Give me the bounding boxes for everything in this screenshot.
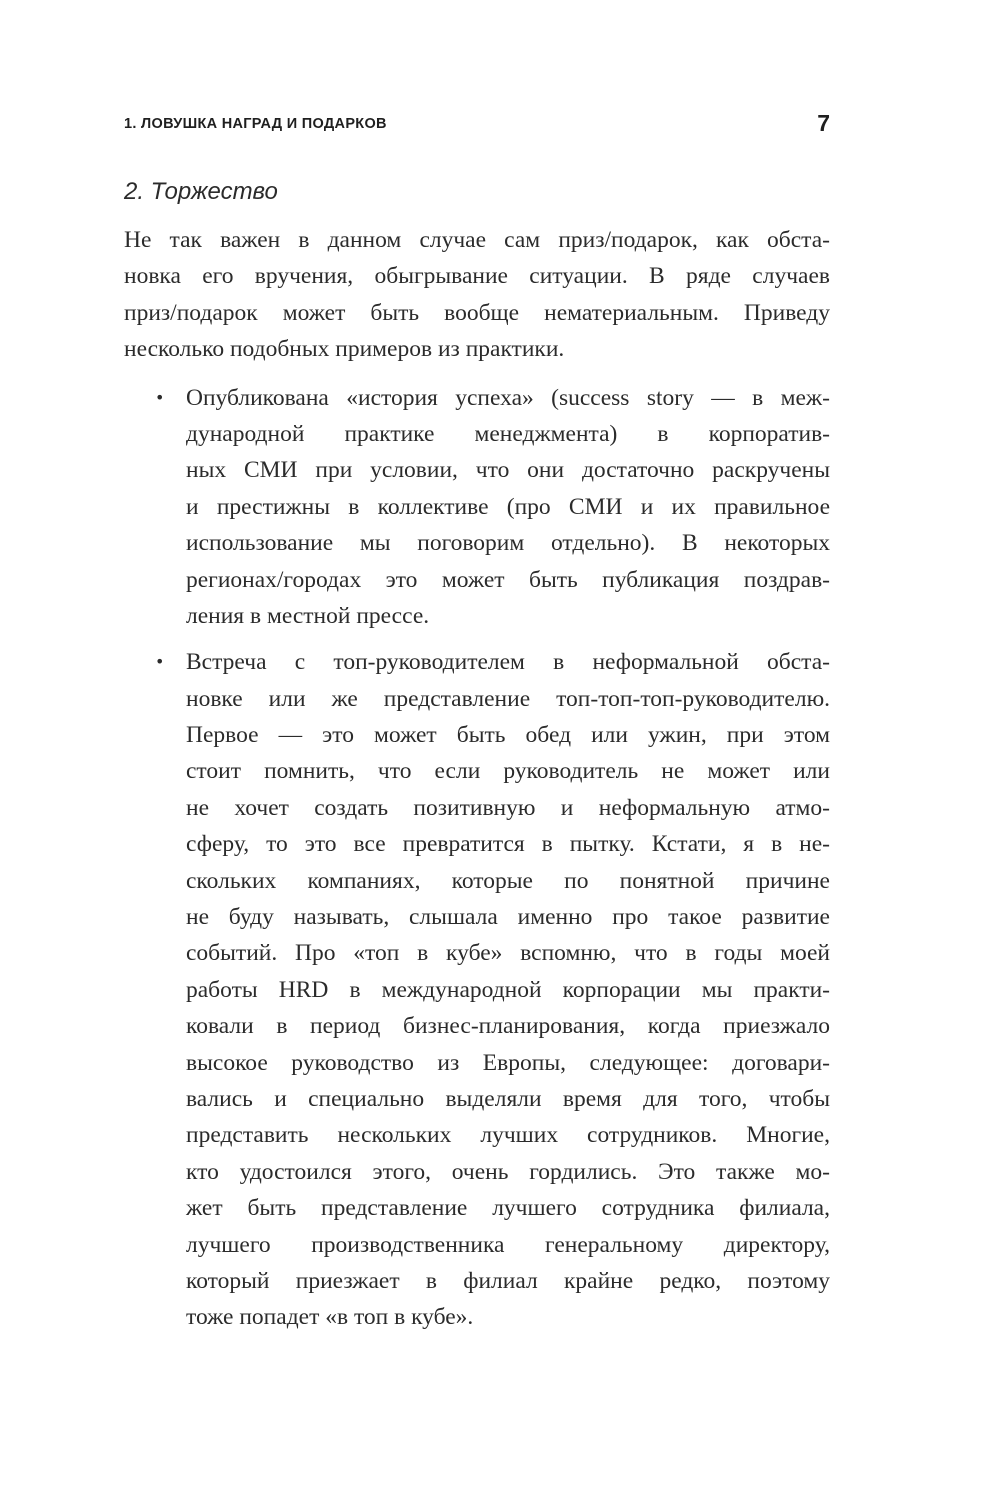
- bullet-line: вались и специально выделяли время для того, чтобы: [186, 1085, 830, 1112]
- bullet-line: и престижны в коллективе (про СМИ и их правильное: [186, 493, 830, 520]
- bullet-line: ковали в период бизнес-планирования, когда приезжало: [186, 1013, 830, 1040]
- bullet-line: не хочет создать позитивную и неформальную атмо-: [186, 794, 830, 821]
- bullet-text: [186, 644, 830, 1335]
- running-header: [124, 110, 830, 140]
- intro-line: новка его вручения, обыгрывание ситуации. В ряде случаев: [124, 263, 830, 290]
- bullet-line: представить нескольких лучших сотрудников. Многие,: [186, 1122, 830, 1149]
- bullet-line: высокое руководство из Европы, следующее: договари-: [186, 1049, 830, 1076]
- bullet-line: скольких компаниях, которые по понятной причине: [186, 867, 830, 894]
- bullet-line: новке или же представление топ-топ-топ-руководителю.: [186, 685, 830, 712]
- section-heading: 2. Торжество: [124, 178, 278, 205]
- bullet-line: который приезжает в филиал крайне редко, поэтому: [186, 1267, 830, 1294]
- chapter-title: 1. ЛОВУШКА НАГРАД И ПОДАРКОВ: [124, 116, 387, 132]
- bullet-item: [124, 644, 830, 1335]
- bullet-dot-icon: •: [155, 652, 165, 672]
- bullet-line: Первое — это может быть обед или ужин, при этом: [186, 722, 830, 749]
- intro-line: приз/подарок может быть вообще нематериальным. Приведу: [124, 299, 830, 326]
- bullet-line: событий. Про «топ в кубе» вспомню, что в годы моей: [186, 940, 830, 967]
- body-text: [124, 222, 830, 1336]
- bullet-line: стоит помнить, что если руководитель не может или: [186, 758, 830, 785]
- bullet-line: сферу, то это все превратится в пытку. Кстати, я в не-: [186, 831, 830, 858]
- bullet-line: тоже попадет «в топ в кубе».: [186, 1304, 474, 1331]
- bullet-text: [186, 380, 830, 635]
- bullet-line: не буду называть, слышала именно про такое развитие: [186, 904, 830, 931]
- bullet-line: ных СМИ при условии, что они достаточно раскручены: [186, 457, 830, 484]
- intro-line: несколько подобных примеров из практики.: [124, 336, 565, 363]
- page-number: 7: [817, 110, 830, 136]
- bullet-line: жет быть представление лучшего сотрудника филиала,: [186, 1195, 830, 1222]
- intro-line: Не так важен в данном случае сам приз/подарок, как обста-: [124, 227, 830, 253]
- bullet-dot-icon: •: [155, 387, 165, 407]
- bullet-line: Встреча с топ-руководителем в неформальной обста-: [186, 649, 830, 676]
- bullet-line: лучшего производственника генеральному директору,: [186, 1231, 830, 1258]
- bullet-line: дународной практике менеджмента) в корпоратив-: [186, 420, 830, 447]
- bullet-line: использование мы поговорим отдельно). В некоторых: [186, 530, 830, 557]
- bullet-line: регионах/городах это может быть публикация поздрав-: [186, 566, 830, 593]
- intro-paragraph: [124, 222, 830, 368]
- bullet-line: кто удостоился этого, очень гордились. Это также мо-: [186, 1158, 830, 1185]
- bullet-line: работы HRD в международной корпорации мы практи-: [186, 976, 830, 1003]
- bullet-line: Опубликована «история успеха» (success story — в меж-: [186, 384, 830, 411]
- bullet-list: [124, 380, 830, 1336]
- bullet-line: ления в местной прессе.: [186, 602, 430, 629]
- bullet-item: [124, 380, 830, 635]
